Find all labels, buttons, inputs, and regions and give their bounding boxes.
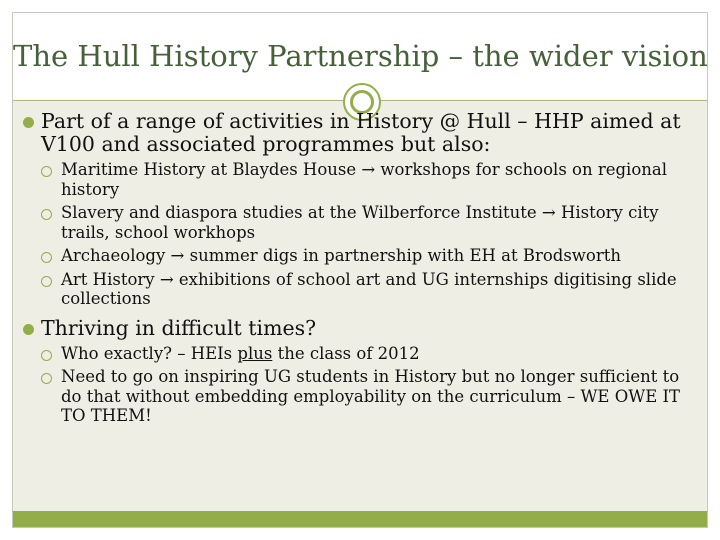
bullet-2-text: Thriving in difficult times? [41, 315, 317, 340]
bullet-dot-icon [23, 117, 34, 128]
circle-bullet-icon [41, 350, 52, 361]
circle-bullet-icon [41, 252, 52, 263]
circle-bullet-icon [41, 276, 52, 287]
sub-bullet-text: Slavery and diaspora studies at the Wilberforce Institute → History city trails, school workhops [61, 203, 659, 242]
sub-bullet-text: Maritime History at Blaydes House → workshops for schools on regional history [61, 160, 668, 199]
bullet-2 [20, 317, 685, 340]
bullet-1-sublist [41, 160, 685, 309]
sub-bullet-text: Art History → exhibitions of school art and UG internships digitising slide collections [61, 269, 677, 308]
slide-body [20, 110, 685, 434]
sub-bullet-1-1 [41, 160, 685, 199]
bullet-1-text: Part of a range of activities in History @ Hull – HHP aimed at V100 and associated programmes but also: [41, 109, 681, 156]
sub-bullet-text: Need to go on inspiring UG students in History but no longer sufficient to do that without embedding employability on the curriculum – WE OWE IT TO THEM! [61, 367, 681, 425]
circle-bullet-icon [41, 373, 52, 384]
bullet-1 [20, 110, 685, 156]
sub-bullet-text-a: Who exactly? – HEIs [61, 343, 238, 363]
sub-bullet-1-4 [41, 270, 685, 309]
bullet-2-sublist [41, 344, 685, 426]
sub-bullet-1-2 [41, 203, 685, 242]
sub-bullet-2-2 [41, 367, 685, 426]
sub-bullet-text-b: the class of 2012 [272, 343, 420, 363]
slide-title: The Hull History Partnership – the wider vision [13, 39, 708, 73]
footer-bar [13, 511, 707, 527]
sub-bullet-text: Archaeology → summer digs in partnership with EH at Brodsworth [61, 246, 622, 265]
sub-bullet-1-3 [41, 246, 685, 266]
circle-bullet-icon [41, 209, 52, 220]
bullet-dot-icon [23, 324, 34, 335]
circle-bullet-icon [41, 166, 52, 177]
sub-bullet-underlined-word: plus [237, 343, 273, 363]
sub-bullet-2-1 [41, 344, 685, 364]
